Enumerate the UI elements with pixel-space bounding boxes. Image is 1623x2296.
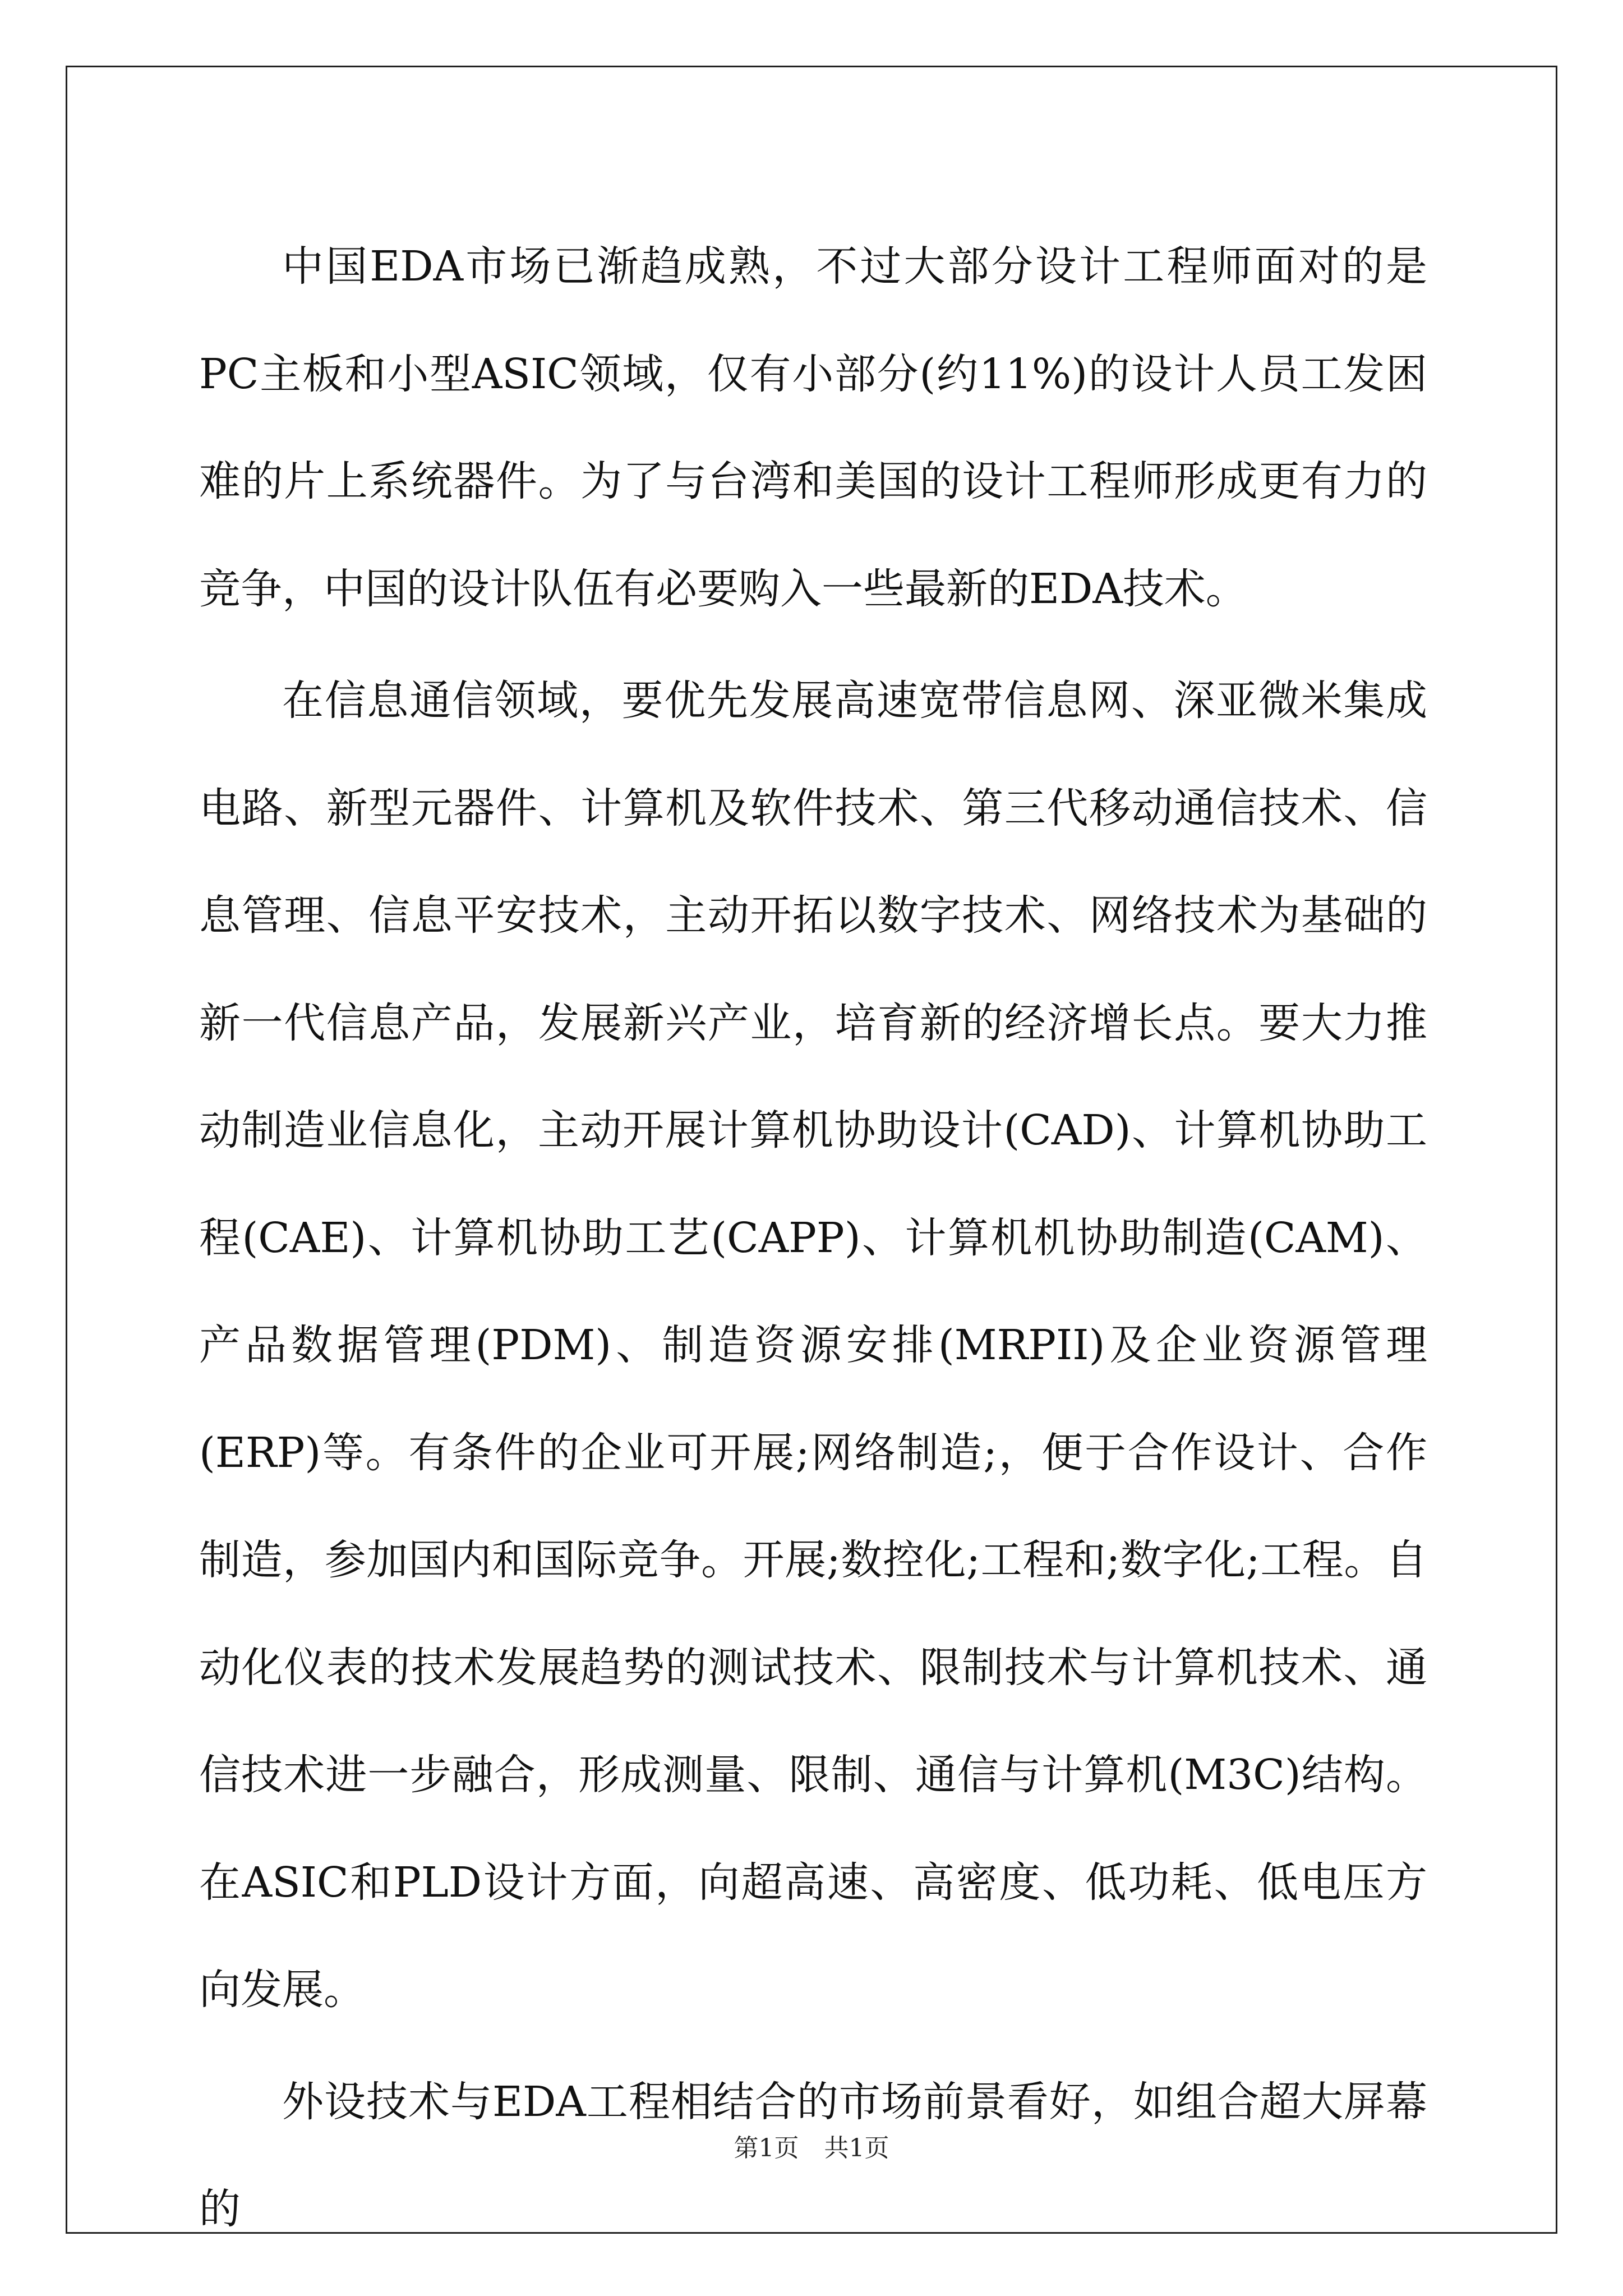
- document-body: [199, 213, 1427, 2268]
- page-number: 第1页: [734, 2134, 799, 2162]
- page-footer: [0, 2132, 1623, 2165]
- page-total: 共1页: [824, 2134, 889, 2162]
- paragraph-3: 外设技术与EDA工程相结合的市场前景看好，如组合超大屏幕的: [199, 2077, 1427, 2233]
- paragraph-1: 中国EDA市场已渐趋成熟，不过大部分设计工程师面对的是PC主板和小型ASIC领域，仅有小部分(约11%)的设计人员工发困难的片上系统器件。为了与台湾和美国的设计工程师形成更有力的竞争，中国的设计队伍有必要购入一些最新的EDA技术。: [199, 242, 1427, 613]
- paragraph-2: 在信息通信领域，要优先发展高速宽带信息网、深亚微米集成电路、新型元器件、计算机及软件技术、第三代移动通信技术、信息管理、信息平安技术，主动开拓以数字技术、网络技术为基础的新一代信息产品，发展新兴产业，培育新的经济增长点。要大力推动制造业信息化，主动开展计算机协助设计(CAD)、计算机协助工程(CAE)、计算机协助工艺(CAPP)、计算机机协助制造(CAM)、产品数据管理(PDM)、制造资源安排(MRPII)及企业资源管理(ERP)等。有条件的企业可开展;网络制造;，便于合作设计、合作制造，参加国内和国际竞争。开展;数控化;工程和;数字化;工程。自动化仪表的技术发展趋势的测试技术、限制技术与计算机技术、通信技术进一步融合，形成测量、限制、通信与计算机(M3C)结构。在ASIC和PLD设计方面，向超高速、高密度、低功耗、低电压方向发展。: [199, 677, 1427, 2014]
